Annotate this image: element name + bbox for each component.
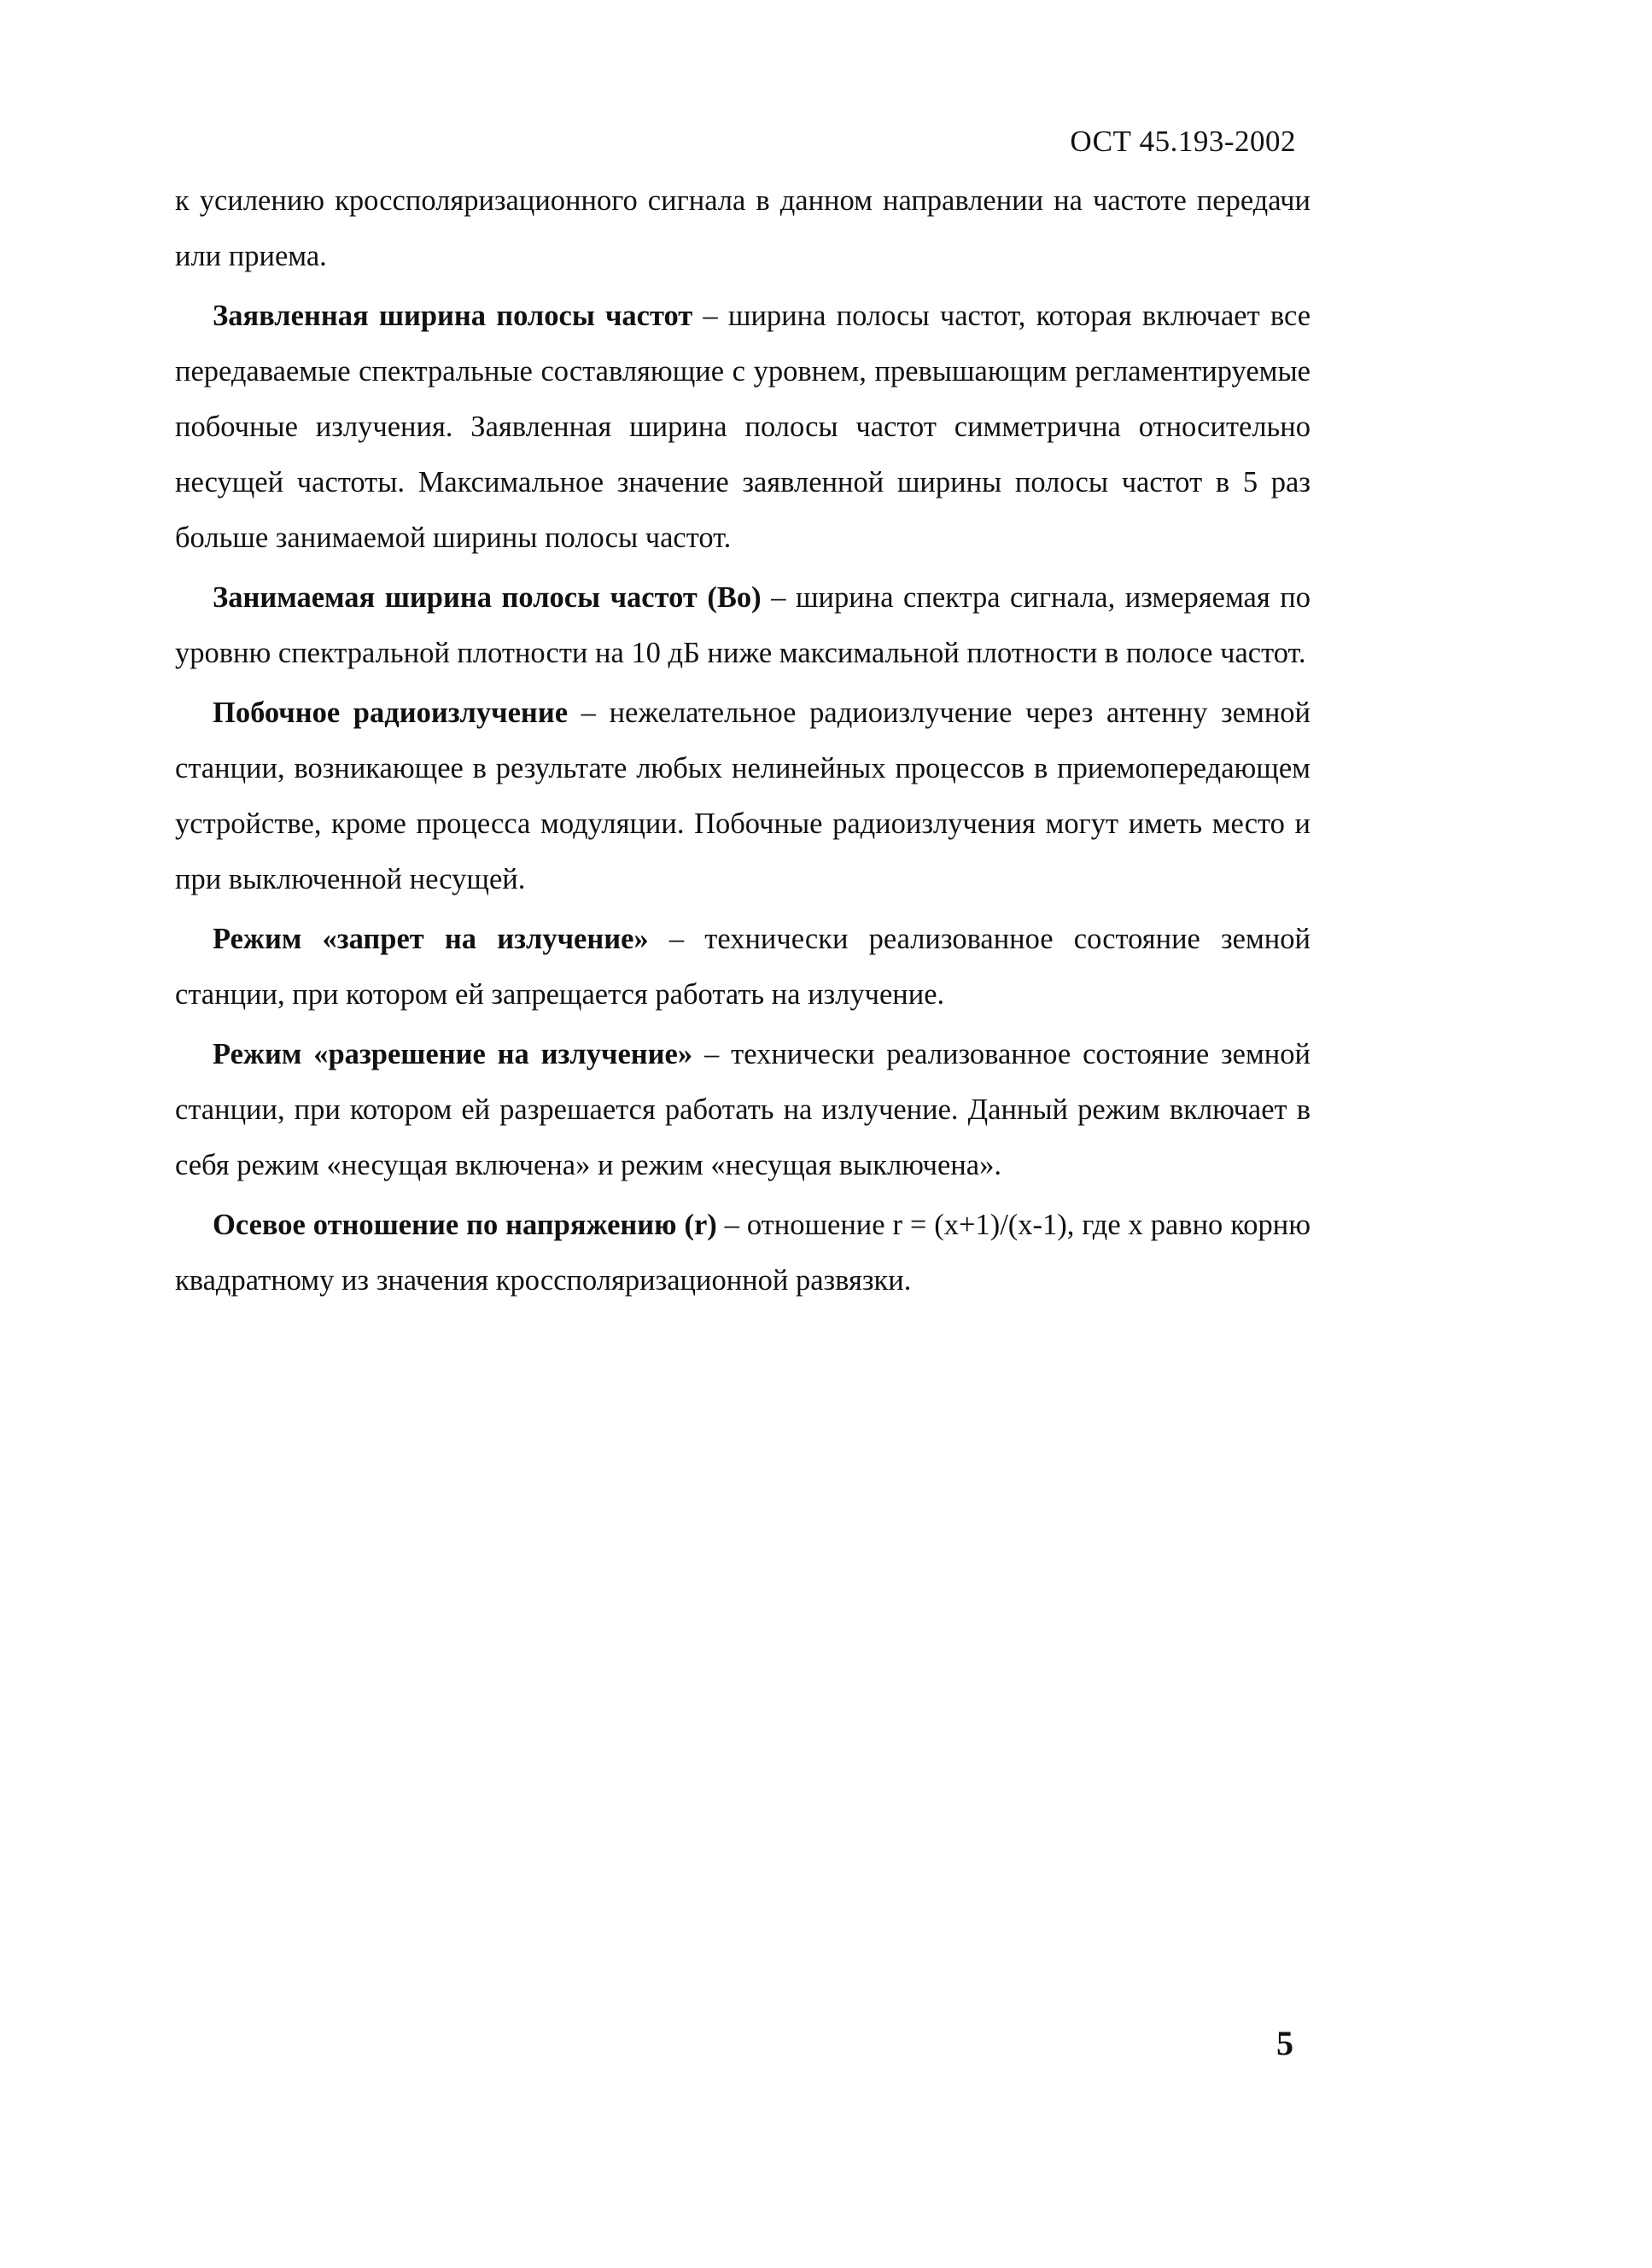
term-occupied-bandwidth: Занимаемая ширина полосы частот (Во): [213, 581, 762, 614]
definition-text: – отношение r = (x+1)/(x-1), где x равно корню квадратному из значения кроссполяризационной развязки.: [175, 1209, 1311, 1297]
page-number: 5: [1276, 2024, 1293, 2062]
definition-spurious-emission: [175, 685, 1311, 907]
term-declared-bandwidth: Заявленная ширина полосы частот: [213, 300, 693, 332]
definition-declared-bandwidth: [175, 289, 1311, 566]
term-emission-prohibited-mode: Режим «запрет на излучение»: [213, 923, 649, 955]
definition-emission-prohibited-mode: [175, 912, 1311, 1023]
term-emission-permitted-mode: Режим «разрешение на излучение»: [213, 1038, 693, 1070]
definition-occupied-bandwidth: [175, 570, 1311, 681]
paragraph-continuation: [175, 173, 1311, 284]
definition-axial-ratio: [175, 1198, 1311, 1309]
body-text: [175, 173, 1311, 1313]
definition-text: – ширина спектра сигнала, измеряемая по уровню спектральной плотности на 10 дБ ниже максимальной плотности в полосе частот.: [175, 581, 1311, 669]
definition-text: – технически реализованное состояние земной станции, при котором ей разрешается работать на излучение. Данный режим включает в себя режим «несущая включена» и режим «несущая выключена».: [175, 1038, 1311, 1181]
document-code: ОСТ 45.193-2002: [1070, 125, 1296, 158]
definition-text: – ширина полосы частот, которая включает все передаваемые спектральные составляющие с уровнем, превышающим регламентируемые побочные излучения. Заявленная ширина полосы частот симметрична относительно несущей частоты. Максимальное значение заявленной ширины полосы частот в 5 раз больше занимаемой ширины полосы частот.: [175, 300, 1311, 554]
term-axial-ratio: Осевое отношение по напряжению (r): [213, 1209, 717, 1241]
paragraph-text: к усилению кроссполяризационного сигнала в данном направлении на частоте передачи или приема.: [175, 184, 1311, 272]
definition-text: – технически реализованное состояние земной станции, при котором ей запрещается работать на излучение.: [175, 923, 1311, 1011]
definition-text: – нежелательное радиоизлучение через антенну земной станции, возникающее в результате любых нелинейных процессов в приемопередающем устройстве, кроме процесса модуляции. Побочные радиоизлучения могут иметь место и при выключенной несущей.: [175, 697, 1311, 895]
term-spurious-emission: Побочное радиоизлучение: [213, 697, 569, 729]
definition-emission-permitted-mode: [175, 1027, 1311, 1193]
